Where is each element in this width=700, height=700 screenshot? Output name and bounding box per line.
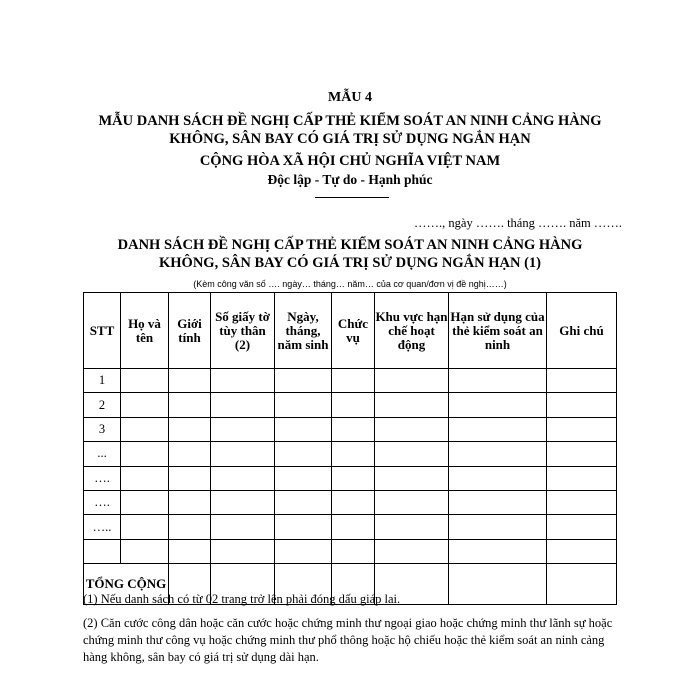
- table-cell: [169, 466, 211, 490]
- table-cell: [375, 369, 449, 393]
- table-cell: [547, 442, 617, 466]
- form-code: MẪU 4: [328, 90, 372, 105]
- table-cell: [332, 466, 375, 490]
- table-row: [84, 369, 617, 393]
- table-cell: [547, 539, 617, 563]
- table-cell: [275, 369, 332, 393]
- table-cell: [332, 490, 375, 514]
- table-cell: [375, 466, 449, 490]
- table-body: [84, 369, 617, 605]
- row-number-cell: ...: [84, 442, 121, 466]
- table-cell: [547, 466, 617, 490]
- row-number-cell: …..: [84, 515, 121, 539]
- table-cell: [547, 393, 617, 417]
- table-cell: [449, 393, 547, 417]
- column-header-stt: STT: [84, 293, 121, 369]
- column-header-card-validity: Hạn sử dụng của thẻ kiểm soát an ninh: [449, 293, 547, 369]
- table-header-row: [84, 293, 617, 369]
- table-cell: [275, 539, 332, 563]
- table-cell: [121, 442, 169, 466]
- row-number-cell: 3: [84, 417, 121, 441]
- table-cell: [547, 490, 617, 514]
- request-list-table: [83, 292, 617, 605]
- table-cell: [449, 466, 547, 490]
- table-cell: [375, 490, 449, 514]
- table-cell: [375, 515, 449, 539]
- table-cell: [275, 515, 332, 539]
- column-header-position: Chức vụ: [332, 293, 375, 369]
- table-cell: [169, 369, 211, 393]
- table-row: [84, 515, 617, 539]
- nation-heading: CỘNG HÒA XÃ HỘI CHỦ NGHĨA VIỆT NAM: [199, 153, 501, 169]
- table-cell: [275, 442, 332, 466]
- table-cell: [169, 539, 211, 563]
- column-header-birth-date: Ngày, tháng, năm sinh: [275, 293, 332, 369]
- table-cell: [211, 417, 275, 441]
- table-cell: [547, 369, 617, 393]
- table-cell: [332, 393, 375, 417]
- table-cell: [211, 515, 275, 539]
- row-number-cell: 2: [84, 393, 121, 417]
- column-header-notes: Ghi chú: [547, 293, 617, 369]
- table-cell: [211, 393, 275, 417]
- table-cell: [211, 369, 275, 393]
- table-cell: [332, 515, 375, 539]
- table-cell: [449, 490, 547, 514]
- date-line: ……., ngày ……. tháng ……. năm …….: [414, 216, 622, 230]
- footnote-1: (1) Nếu danh sách có từ 02 trang trở lên phải đóng dấu giáp lai.: [83, 592, 401, 606]
- list-title-line-2: KHÔNG, SÂN BAY CÓ GIÁ TRỊ SỬ DỤNG NGẮN HẠN (1): [159, 255, 541, 271]
- table-cell: [211, 442, 275, 466]
- table-cell: [121, 490, 169, 514]
- table-cell: [275, 490, 332, 514]
- row-number-cell: [84, 539, 121, 563]
- table-cell: [121, 369, 169, 393]
- table-cell: [332, 417, 375, 441]
- table-cell: [332, 539, 375, 563]
- reference-note: (Kèm công văn số …. ngày… tháng… năm… của cơ quan/đơn vị đề nghị……): [193, 279, 507, 289]
- list-title-line-1: DANH SÁCH ĐỀ NGHỊ CẤP THẺ KIỂM SOÁT AN NINH CẢNG HÀNG: [117, 237, 583, 253]
- row-number-cell: 1: [84, 369, 121, 393]
- column-header-gender: Giới tính: [169, 293, 211, 369]
- total-label: TỔNG CỘNG: [84, 564, 169, 605]
- table-cell: [121, 417, 169, 441]
- table-cell: [449, 539, 547, 563]
- table-row: [84, 539, 617, 563]
- table-cell: [275, 417, 332, 441]
- table-cell: [275, 393, 332, 417]
- header-title-line-1: MẪU DANH SÁCH ĐỀ NGHỊ CẤP THẺ KIỂM SOÁT AN NINH CẢNG HÀNG: [98, 113, 602, 129]
- column-header-id-number: Số giấy tờ tùy thân (2): [211, 293, 275, 369]
- table-cell: [169, 417, 211, 441]
- table-cell: [375, 539, 449, 563]
- table-cell: [169, 393, 211, 417]
- motto: Độc lập - Tự do - Hạnh phúc: [267, 172, 433, 187]
- row-number-cell: ….: [84, 466, 121, 490]
- table-cell: [169, 515, 211, 539]
- table-cell: [275, 466, 332, 490]
- table-cell: [449, 417, 547, 441]
- table-cell: [375, 417, 449, 441]
- table-cell: [211, 466, 275, 490]
- table-row: [84, 442, 617, 466]
- motto-underline: [315, 197, 389, 198]
- table-cell: [121, 393, 169, 417]
- table-cell: [121, 539, 169, 563]
- table-cell: [169, 490, 211, 514]
- table-cell: [547, 515, 617, 539]
- table-cell: [449, 515, 547, 539]
- table-cell: [449, 369, 547, 393]
- row-number-cell: ….: [84, 490, 121, 514]
- table-row: [84, 490, 617, 514]
- table-cell: [211, 539, 275, 563]
- table-cell: [169, 442, 211, 466]
- table-row: [84, 466, 617, 490]
- column-header-full-name: Họ và tên: [121, 293, 169, 369]
- table-cell: [449, 442, 547, 466]
- table-cell: [121, 515, 169, 539]
- column-header-restricted-area: Khu vực hạn chế hoạt động: [375, 293, 449, 369]
- table-cell: [211, 490, 275, 514]
- table-row: [84, 393, 617, 417]
- header-title-line-2: KHÔNG, SÂN BAY CÓ GIÁ TRỊ SỬ DỤNG NGẮN HẠN: [169, 131, 531, 147]
- table-row: [84, 417, 617, 441]
- table-cell: [121, 466, 169, 490]
- table-cell: [332, 369, 375, 393]
- table-cell: [375, 442, 449, 466]
- table-cell: [375, 393, 449, 417]
- table-cell: [547, 417, 617, 441]
- footnote-2: (2) Căn cước công dân hoặc căn cước hoặc chứng minh thư ngoại giao hoặc chứng minh thư lãnh sự hoặc chứng minh thư công vụ hoặc chứng minh thư phổ thông hoặc hộ chiếu hoặc thẻ kiểm soát an ninh cảng hàng không, sân bay có giá trị sử dụng dài hạn.: [83, 616, 613, 664]
- table-cell: [332, 442, 375, 466]
